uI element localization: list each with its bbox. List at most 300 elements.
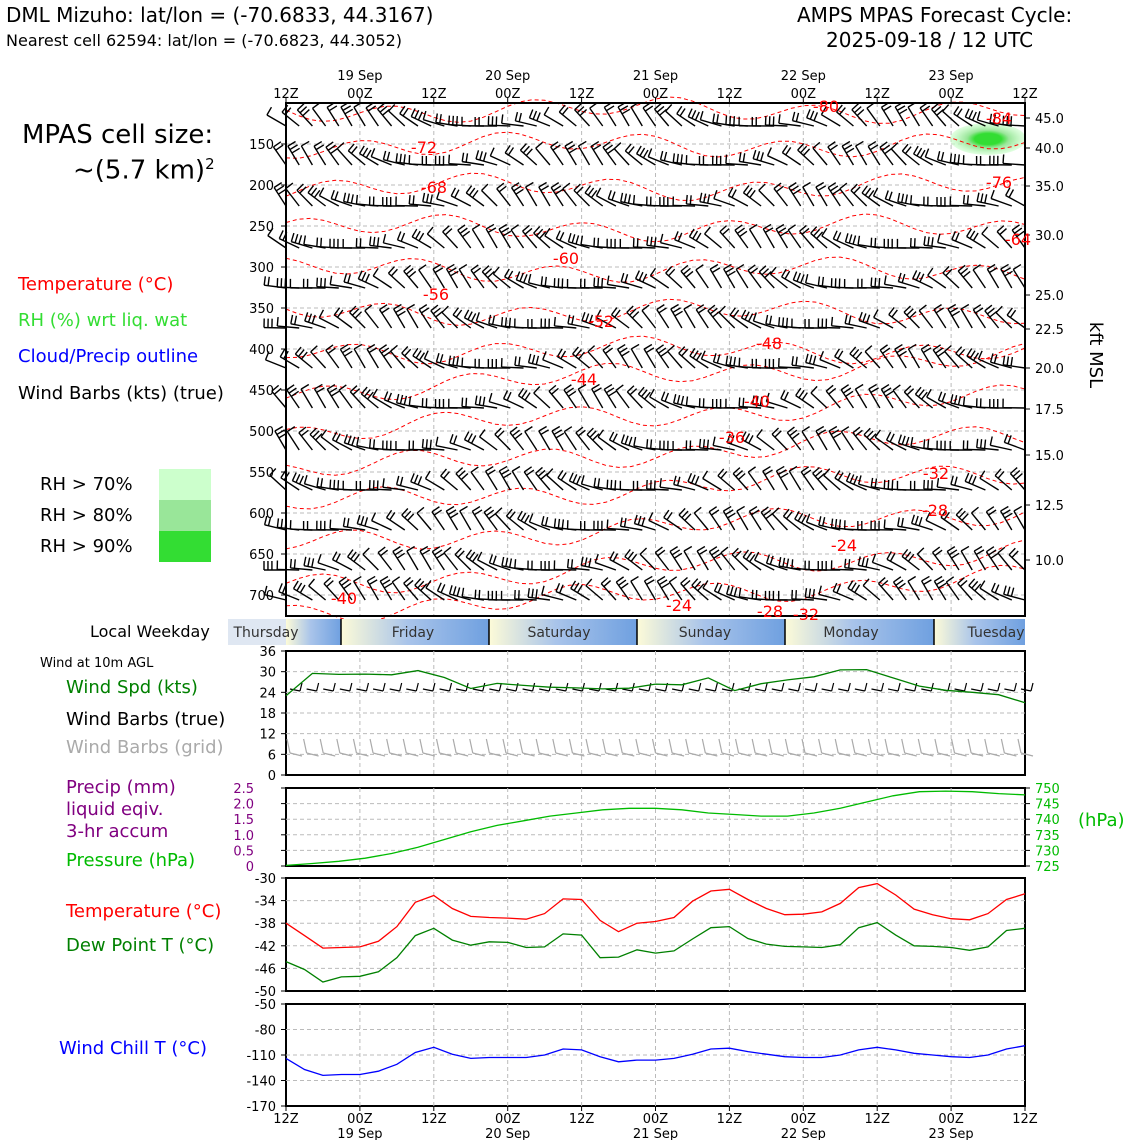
wind-barb (996, 313, 1012, 328)
wind-barb (867, 108, 880, 126)
wind-barb-feather (519, 113, 521, 122)
wind-barb-feather (973, 233, 978, 241)
wind-barb (856, 146, 867, 165)
wind-barb-feather (905, 147, 911, 154)
wind-barb-feather (666, 105, 672, 112)
wind-barb (837, 112, 854, 126)
wind-barb (512, 471, 523, 490)
wind-barb-feather (300, 107, 307, 113)
wind-barb-feather (770, 316, 772, 325)
wind-barb-feather (882, 145, 889, 150)
wind-barb-feather (840, 183, 847, 189)
wind-barb-feather (974, 546, 982, 551)
wind-barb-feather (546, 517, 548, 526)
wind-barb-feather (383, 234, 385, 243)
wind-barb-feather (755, 552, 759, 560)
isotherm-label: -40 (330, 589, 358, 608)
wind-barb-feather (685, 514, 691, 521)
wind-barb (748, 270, 761, 288)
wind-barb-feather (319, 188, 323, 196)
wind-barb-feather (502, 114, 503, 123)
wind-barb-feather (573, 474, 577, 482)
windchill-panel-tick-label: -170 (246, 1100, 276, 1115)
wind-barb-feather (801, 467, 808, 472)
top-date-label: 22 Sep (780, 69, 826, 84)
wind-barb-feather (522, 390, 527, 397)
wind-barb (803, 187, 814, 206)
wind-barb-feather (606, 388, 614, 393)
wind-barb-feather (421, 308, 429, 313)
wind-barb-feather (542, 516, 544, 525)
wind-barb-feather (412, 229, 417, 237)
height-tick-label: 35.0 (1035, 180, 1064, 195)
wind-barb-feather (514, 186, 522, 191)
wind-barb-feather (449, 116, 450, 125)
wind-barb (757, 437, 774, 450)
wind-barb (816, 187, 827, 206)
wind-barb-feather (502, 557, 504, 566)
wind-barb-feather (351, 194, 353, 203)
wind-barb-feather (321, 478, 322, 487)
isotherm-label: -80 (812, 97, 840, 116)
wind-barb-feather (946, 577, 953, 582)
wind-barb-feather (621, 273, 624, 282)
wind-barb-feather (279, 583, 282, 591)
wind-barb-feather (896, 580, 903, 585)
wind-barb (765, 125, 787, 126)
wind-barb-feather (782, 269, 787, 277)
wind-barb-feather (304, 236, 305, 245)
pressure-tick-label: 750 (1035, 782, 1060, 797)
wind-barb-feather (589, 558, 591, 567)
wind-barb-feather (573, 347, 579, 354)
isotherm-label: -56 (422, 285, 450, 304)
wind-barb-feather (803, 182, 811, 187)
wind-barb-feather (936, 580, 944, 585)
wind-barb (480, 437, 498, 450)
wind-barb-feather (899, 351, 907, 356)
wind-barb-feather (704, 194, 706, 203)
wind-barb-feather (875, 238, 876, 247)
wind-barb-feather (544, 107, 549, 115)
wind-barb-feather (568, 559, 569, 568)
wind-barb-feather (401, 233, 404, 241)
wind-barb-feather (686, 271, 693, 277)
wind-barb-feather (330, 480, 331, 489)
bottom-date-label: 19 Sep (337, 1127, 383, 1140)
wind-barb (389, 111, 405, 126)
wind-barb-feather (796, 357, 797, 366)
pressure-tick-label: 500 (249, 425, 274, 440)
wind-barb-feather (972, 507, 979, 513)
wind-barb-feather (956, 508, 962, 515)
wind-barb-feather (460, 506, 468, 511)
wind-barb-feather (680, 108, 685, 115)
wind-barb-feather (928, 268, 933, 275)
wind-barb-feather (863, 313, 866, 321)
wind-barb-feather (829, 426, 837, 431)
wind-barb-feather (711, 510, 718, 515)
wind-barb-feather (541, 276, 542, 285)
wind-barb-feather (938, 392, 941, 400)
wind-barb-feather (871, 238, 872, 247)
wind-barb-feather (709, 547, 717, 552)
pressure-tick-label: 600 (249, 507, 274, 522)
wind-barb-feather (397, 394, 399, 403)
wind-barb-feather (518, 388, 523, 395)
wind-barb (427, 234, 444, 248)
wind-barb-feather (493, 316, 495, 325)
wind-barb-feather (497, 183, 504, 189)
wind-barb (709, 512, 721, 530)
wind-barb-feather (657, 577, 665, 582)
wind-barb-feather (952, 311, 960, 316)
wind-barb-feather (591, 190, 596, 197)
cell-size-superscript: 2 (205, 155, 215, 173)
wind-barb-feather (348, 194, 350, 203)
wind-barb-feather (969, 475, 973, 483)
wind-barb (578, 389, 589, 408)
wind-barb-feather (510, 427, 517, 433)
pressure-tick-label: 745 (1035, 797, 1060, 813)
wind-barb (920, 108, 933, 126)
wind-barb-feather (973, 305, 981, 310)
wind-barb-feather (934, 577, 942, 582)
wind-barb-feather (348, 274, 350, 283)
wind-barb (644, 349, 655, 368)
wind-barb-feather (586, 579, 592, 586)
wind-barb-feather (391, 345, 398, 351)
wind-barb-feather (501, 470, 509, 475)
wind-barb (309, 586, 326, 600)
wind-barb-feather (850, 347, 856, 354)
top-hour-label: 12Z (273, 87, 299, 102)
wind-barb-feather (700, 111, 703, 120)
height-tick-label: 17.5 (1035, 403, 1064, 418)
wind-barb-feather (739, 358, 740, 367)
wind-barb-feather (366, 150, 371, 158)
wind-barb-feather (365, 517, 368, 526)
wind-barb-feather (728, 271, 736, 276)
wind-barb-feather (334, 480, 335, 489)
wind-barb (354, 107, 365, 126)
wind-barb (917, 554, 932, 570)
wind-barb-feather (594, 278, 595, 287)
wind-barb-feather (488, 228, 496, 233)
wind-barb (908, 107, 919, 126)
wind-barb-feather (677, 106, 682, 113)
wind-barb (673, 205, 695, 206)
wind-barb-feather (374, 237, 375, 246)
wind-barb-feather (343, 106, 351, 111)
wind-barb-feather (295, 347, 301, 354)
windchill-panel-tick-label: -140 (246, 1074, 276, 1090)
wind-barb-feather (681, 154, 682, 163)
wind-barb-feather (471, 313, 475, 321)
wind-barb-feather (489, 315, 491, 324)
wind-barb-feather (536, 142, 543, 148)
wind-barb-feather (904, 306, 910, 312)
top-hour-label: 12Z (421, 87, 447, 102)
wind-barb-feather (786, 147, 791, 154)
wind-barb-feather (1011, 588, 1013, 597)
wind-barb-feather (879, 278, 880, 287)
legend-rh80-label: RH > 80% (40, 505, 133, 526)
wind-barb-feather (290, 145, 298, 150)
wind-barb (579, 146, 590, 165)
wind-barb-feather (317, 238, 318, 247)
wind-barb-feather (837, 232, 841, 240)
wind-barb (268, 236, 286, 248)
wind-barb (956, 353, 972, 368)
wind-barb (813, 148, 827, 165)
wind-barb-feather (520, 144, 526, 151)
height-tick-label: 40.0 (1035, 142, 1064, 157)
isotherm-label: -68 (420, 178, 448, 197)
wind-barb-feather (361, 516, 364, 525)
wind-barb-feather (381, 550, 388, 556)
wind-barb (908, 349, 919, 368)
wind-barb-feather (1007, 356, 1008, 365)
wind-barb-feather (951, 394, 953, 403)
wind-barb-feather (1010, 310, 1015, 317)
wind-barb-feather (512, 467, 520, 472)
wind-barb (946, 582, 959, 600)
wind-barb-feather (844, 145, 852, 150)
wind-barb-feather (457, 116, 458, 125)
wind-barb-feather (336, 434, 340, 442)
wind-barb-feather (596, 188, 600, 196)
wind-barb-feather (871, 277, 872, 286)
wind-barb-feather (848, 581, 853, 589)
wind-barb-feather (726, 116, 727, 125)
wind-barb-feather (279, 230, 283, 238)
wind-barb-feather (300, 476, 304, 484)
wind-barb-feather (363, 548, 369, 554)
wind-barb-feather (643, 150, 648, 158)
wind-barb-feather (419, 305, 427, 310)
wind-barb-feather (337, 310, 342, 317)
wind-barb-feather (462, 153, 463, 162)
wind-barb (908, 581, 919, 600)
wind-barb (327, 107, 339, 126)
wind-barb-feather (816, 426, 824, 431)
wind-barb-feather (304, 557, 306, 566)
pressure-tick-label: 250 (249, 220, 274, 235)
wind-barb-feather (561, 351, 566, 359)
wind-barb-feather (515, 356, 516, 365)
wind-barb-feather (615, 480, 616, 489)
wind-barb-feather (645, 106, 652, 111)
wind-barb-feather (528, 588, 529, 597)
wind-barb-feather (657, 305, 665, 310)
wind-barb-feather (472, 507, 480, 512)
wind-barb-feather (792, 559, 793, 568)
wind-barb-feather (709, 507, 716, 512)
wind-barb (750, 229, 762, 248)
wind-barb-feather (684, 546, 692, 551)
wind-barb-feather (301, 385, 309, 390)
wind-barb-feather (778, 228, 786, 233)
windchill-panel-tick-label: -80 (254, 1023, 276, 1039)
wind-barb-feather (454, 436, 457, 444)
wind-barb (378, 553, 391, 570)
wind-barb-feather (639, 272, 643, 280)
wind-barb-feather (816, 182, 824, 187)
wind-barb-feather (414, 475, 417, 483)
wind-barb-feather (595, 554, 598, 562)
wind-barb-feather (552, 388, 559, 394)
wind-barb-feather (560, 232, 564, 240)
bottom-hour-label: 00Z (938, 1112, 964, 1127)
wind-barb-feather (585, 186, 590, 193)
wind-barb-feather (661, 234, 663, 243)
isotherm-label: -48 (755, 334, 783, 353)
wind-barb-feather (468, 312, 472, 320)
wind-barb-feather (958, 265, 965, 271)
wind-barb-feather (684, 268, 691, 274)
wind-barb-feather (730, 587, 732, 596)
wind-barb-feather (674, 394, 676, 403)
wind-barb-feather (557, 349, 562, 357)
wind-barb-feather (490, 148, 494, 156)
wind-barb (616, 390, 629, 408)
wind-barb-feather (534, 227, 540, 234)
wind-barb-feather (961, 546, 969, 551)
wind-barb-feather (958, 154, 959, 163)
wind-barb-feather (422, 439, 423, 448)
wind-barb-feather (473, 554, 478, 561)
wind-barb-feather (607, 519, 608, 528)
wind-barb-feather (594, 478, 595, 487)
wind-barb (973, 270, 985, 288)
wind-barb-feather (348, 550, 353, 557)
wind-barb (472, 229, 484, 248)
wind-barb-feather (647, 236, 648, 245)
wind-barb-feather (387, 152, 389, 161)
wind-barb-feather (493, 556, 496, 565)
wind-barb-feather (858, 557, 860, 566)
wind-barb-feather (290, 559, 291, 568)
wind-barb-feather (419, 233, 424, 241)
wind-barb-feather (775, 431, 781, 437)
weekday-bar-title: Local Weekday (90, 622, 210, 641)
wind-barb-feather (505, 269, 510, 277)
wind-barb-feather (631, 577, 639, 582)
wind-barb-feather (935, 550, 942, 555)
wind-barb-feather (749, 507, 757, 512)
wind-barb (826, 391, 840, 408)
wind-barb-feather (970, 351, 975, 359)
wind-barb-feather (871, 478, 872, 487)
wind-barb-feather (835, 349, 840, 357)
wind-barb (442, 312, 458, 328)
wind-barb-feather (594, 238, 595, 247)
wind-barb-feather (908, 577, 916, 582)
wind-barb-feather (727, 585, 729, 594)
wind-barb-feather (453, 308, 458, 315)
bottom-hour-label: 00Z (494, 1112, 521, 1127)
wind-barb-feather (404, 265, 411, 271)
wind-barb-feather (276, 186, 284, 191)
wind-barb-feather (963, 271, 970, 277)
wind-barb-feather (404, 396, 406, 405)
wind-barb-feather (675, 311, 683, 316)
wind-barb (696, 270, 708, 288)
wind-barb-feather (989, 510, 996, 515)
wind-barb (559, 112, 576, 126)
bottom-hour-label: 00Z (790, 1112, 817, 1127)
wind-barb-feather (335, 192, 338, 200)
wind-barb-feather (714, 353, 716, 362)
wind-barb-feather (833, 231, 837, 239)
wind-barb-feather (792, 433, 799, 438)
legend-cloud: Cloud/Precip outline (18, 346, 199, 367)
height-tick-label: 30.0 (1035, 229, 1064, 244)
wind-barb (631, 581, 643, 600)
wind-barb-feather (608, 148, 615, 153)
wind-barb-feather (686, 397, 687, 406)
wind-barb-feather (334, 308, 339, 315)
wind-speed-label: Wind Spd (kts) (66, 677, 198, 698)
wind-barb (880, 147, 893, 165)
wind-barb-feather (519, 357, 520, 366)
wind-barb-feather (730, 356, 731, 365)
bottom-hour-label: 12Z (421, 1112, 447, 1127)
height-tick-label: 12.5 (1035, 499, 1064, 514)
wind-barb-feather (732, 190, 736, 198)
weekday-label: Sunday (678, 625, 732, 641)
wind-barb-feather (426, 439, 427, 448)
wind-barb-feather (613, 434, 617, 442)
wind-barb-feather (941, 152, 943, 161)
wind-barb-feather (455, 548, 461, 554)
wind-barb-feather (559, 105, 565, 112)
wind-barb-feather (298, 350, 304, 357)
wind-barb-feather (640, 548, 646, 554)
wind-barb-feather (292, 473, 296, 481)
wind-barb-feather (464, 310, 468, 318)
bottom-hour-label: 12Z (716, 1112, 743, 1127)
wind-barb-feather (622, 351, 630, 356)
wind-barb-feather (393, 547, 401, 552)
windchill-panel-label: Wind Chill T (°C) (59, 1038, 207, 1059)
wind-barb-feather (967, 349, 972, 357)
wind-barb (733, 474, 748, 490)
wind-barb-feather (516, 189, 524, 194)
wind-barb-feather (661, 583, 669, 588)
wind-barb-feather (908, 554, 914, 561)
wind-barb-feather (746, 552, 751, 559)
wind-barb-feather (805, 588, 806, 597)
wind-barb-feather (959, 511, 965, 518)
wind-barb-feather (819, 516, 821, 525)
wind-barb-feather (1010, 468, 1017, 474)
temperature-panel-tick-label: -42 (254, 939, 276, 955)
wind-barb-feather (510, 318, 511, 327)
temperature-panel-tick-label: -50 (254, 985, 276, 1000)
wind-barb (511, 230, 523, 248)
wind-barb (460, 511, 471, 530)
wind-barb (484, 512, 497, 530)
wind-barb-feather (525, 515, 530, 523)
wind-barb-feather (411, 108, 415, 116)
wind-barb-feather (867, 431, 873, 437)
wind-barb (759, 190, 774, 206)
wind-barb-feather (556, 433, 564, 438)
wind-barb-feather (793, 272, 796, 280)
wind-barb (950, 205, 972, 206)
